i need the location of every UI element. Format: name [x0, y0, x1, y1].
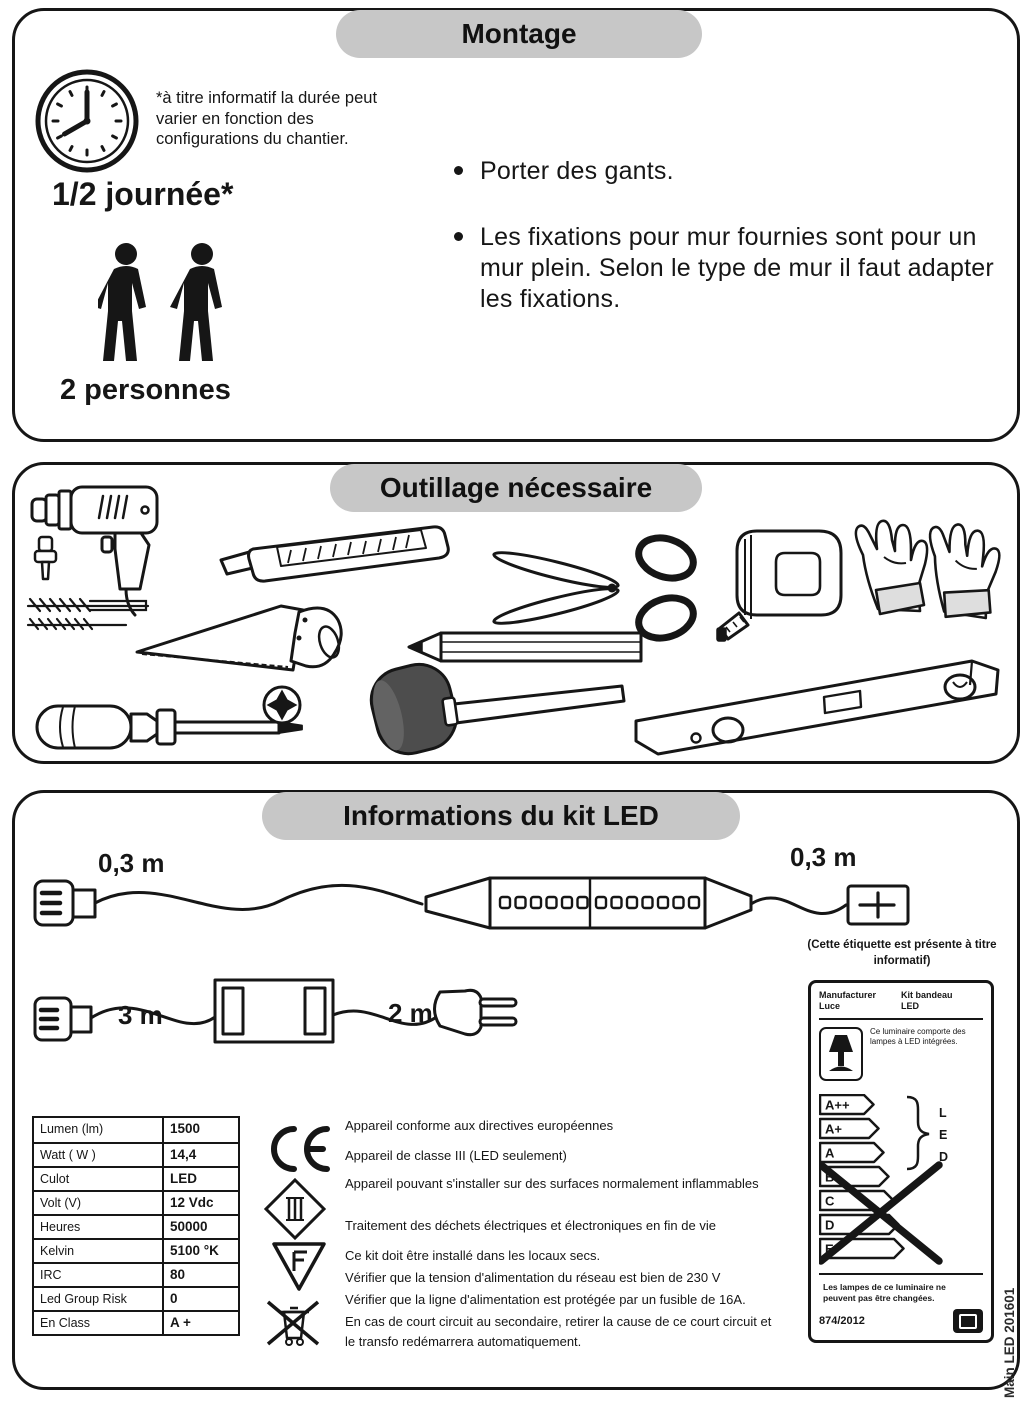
class-e: E	[825, 1241, 834, 1256]
spec-label: En Class	[34, 1312, 164, 1334]
work-gloves-icon	[848, 483, 1008, 625]
duration-note: *à titre informatif la durée peut varier en fonction des configurations du chantier.	[156, 89, 378, 149]
spec-value: 5100 °K	[170, 1243, 219, 1258]
class-a: A	[825, 1145, 835, 1160]
cable-3m-label: 3 m	[118, 1000, 163, 1030]
spec-label: Led Group Risk	[34, 1288, 164, 1310]
spec-value: 1500	[170, 1121, 201, 1136]
spec-label: Heures	[34, 1216, 164, 1238]
energy-label	[808, 980, 994, 1343]
bullet-fixations-text: Les fixations pour mur fournies sont pour un mur plein. Selon le type de mur il faut adapter les fixations.	[480, 223, 994, 313]
bullet-gloves-text: Porter des gants.	[480, 157, 674, 185]
table-row	[34, 1214, 238, 1238]
bracket-letter-l: L	[939, 1105, 947, 1120]
energy-label-note: (Cette étiquette est présente à titre informatif)	[807, 939, 997, 967]
document-reference: Main LED 201601	[1002, 1287, 1017, 1398]
outillage-title: Outillage nécessaire	[330, 464, 702, 512]
table-row	[34, 1166, 238, 1190]
divider	[819, 1018, 983, 1020]
spec-value: 12 Vdc	[170, 1195, 214, 1210]
spec-label: Lumen (lm)	[34, 1118, 164, 1142]
energy-model-line2: LED	[901, 1001, 919, 1012]
energy-logo	[953, 1309, 983, 1333]
class-a-plus-plus: A++	[825, 1097, 850, 1112]
table-row	[34, 1118, 238, 1142]
led-bracket	[907, 1097, 929, 1169]
two-persons-icon	[98, 242, 232, 374]
bracket-letter-d: D	[939, 1149, 949, 1164]
phillips-screw-icon	[260, 683, 304, 727]
spec-value: 0	[170, 1291, 178, 1306]
spec-label: Watt ( W )	[34, 1144, 164, 1166]
f-triangle-icon	[272, 1240, 326, 1292]
lamp-pictogram-box	[819, 1027, 863, 1081]
table-row	[34, 1190, 238, 1214]
bullet-fixations	[480, 222, 1020, 315]
energy-brand-line1: Manufacturer	[819, 990, 877, 1000]
cutter-knife-icon	[215, 523, 467, 587]
spec-label: Kelvin	[34, 1240, 164, 1262]
table-row	[34, 1286, 238, 1310]
bracket-letter-e: E	[939, 1127, 948, 1142]
duration-value: 1/2 journée*	[52, 176, 234, 212]
handsaw-icon	[133, 592, 371, 684]
montage-title: Montage	[336, 10, 702, 58]
class-c: C	[825, 1193, 835, 1208]
spirit-level-icon	[628, 645, 1006, 763]
table-row	[34, 1310, 238, 1334]
spec-value: 80	[170, 1267, 186, 1282]
compliance-line: Appareil conforme aux directives européennes	[345, 1118, 614, 1133]
bullet-dot	[454, 232, 463, 241]
spec-value: A +	[170, 1315, 191, 1330]
bullet-dot	[454, 166, 463, 175]
transformer-diagram	[30, 970, 550, 1075]
persons-label: 2 personnes	[60, 374, 231, 406]
chuck-key-icon	[32, 535, 60, 583]
spec-value: LED	[170, 1171, 197, 1186]
table-row	[34, 1142, 238, 1166]
kit-title: Informations du kit LED	[262, 792, 740, 840]
class3-diamond-icon	[264, 1178, 326, 1240]
bullet-gloves	[480, 156, 1020, 187]
rubber-mallet-icon	[358, 658, 630, 760]
strip-right-length: 0,3 m	[790, 842, 857, 872]
class-d: D	[825, 1217, 835, 1232]
energy-label-header	[819, 990, 983, 1013]
compliance-line: Vérifier que la ligne d'alimentation est protégée par un fusible de 16A.	[345, 1292, 746, 1307]
lamp-text: Ce luminaire comporte des lampes à LED intégrées.	[870, 1026, 966, 1046]
class-b: B	[825, 1169, 835, 1184]
class-a-plus: A+	[825, 1121, 842, 1136]
clock-icon	[34, 68, 140, 174]
weee-bin-icon	[264, 1294, 322, 1348]
compliance-line: Vérifier que la tension d'alimentation du réseau est bien de 230 V	[345, 1270, 721, 1285]
compliance-line: Appareil pouvant s'installer sur des surfaces normalement inflammables	[345, 1176, 759, 1191]
divider	[819, 1273, 983, 1275]
compliance-line: Traitement des déchets électriques et électroniques en fin de vie	[345, 1218, 716, 1233]
spec-table	[32, 1116, 240, 1336]
energy-classes-arrows	[819, 1094, 984, 1266]
lamp-icon	[825, 1033, 857, 1075]
table-row	[34, 1262, 238, 1286]
compliance-line: Ce kit doit être installé dans les locaux secs.	[345, 1248, 601, 1263]
compliance-line: Appareil de classe III (LED seulement)	[345, 1148, 567, 1163]
strip-left-length: 0,3 m	[98, 848, 165, 878]
ce-mark-icon	[268, 1126, 330, 1172]
spec-label: IRC	[34, 1264, 164, 1286]
spec-value: 14,4	[170, 1147, 197, 1162]
energy-note: Les lampes de ce luminaire ne peuvent pas être changées.	[823, 1281, 946, 1303]
energy-model-line1: Kit bandeau	[901, 990, 953, 1000]
spec-label: Volt (V)	[34, 1192, 164, 1214]
spec-value: 50000	[170, 1219, 208, 1234]
regulation-number: 874/2012	[819, 1315, 865, 1328]
spec-label: Culot	[34, 1168, 164, 1190]
energy-brand-line2: Luce	[819, 1001, 841, 1012]
table-row	[34, 1238, 238, 1262]
tape-measure-icon	[715, 525, 863, 645]
compliance-line: En cas de court circuit au secondaire, retirer la cause de ce court circuit et le transfo redémarrera automatiquement.	[345, 1314, 772, 1349]
cable-2m-label: 2 m	[388, 998, 433, 1028]
